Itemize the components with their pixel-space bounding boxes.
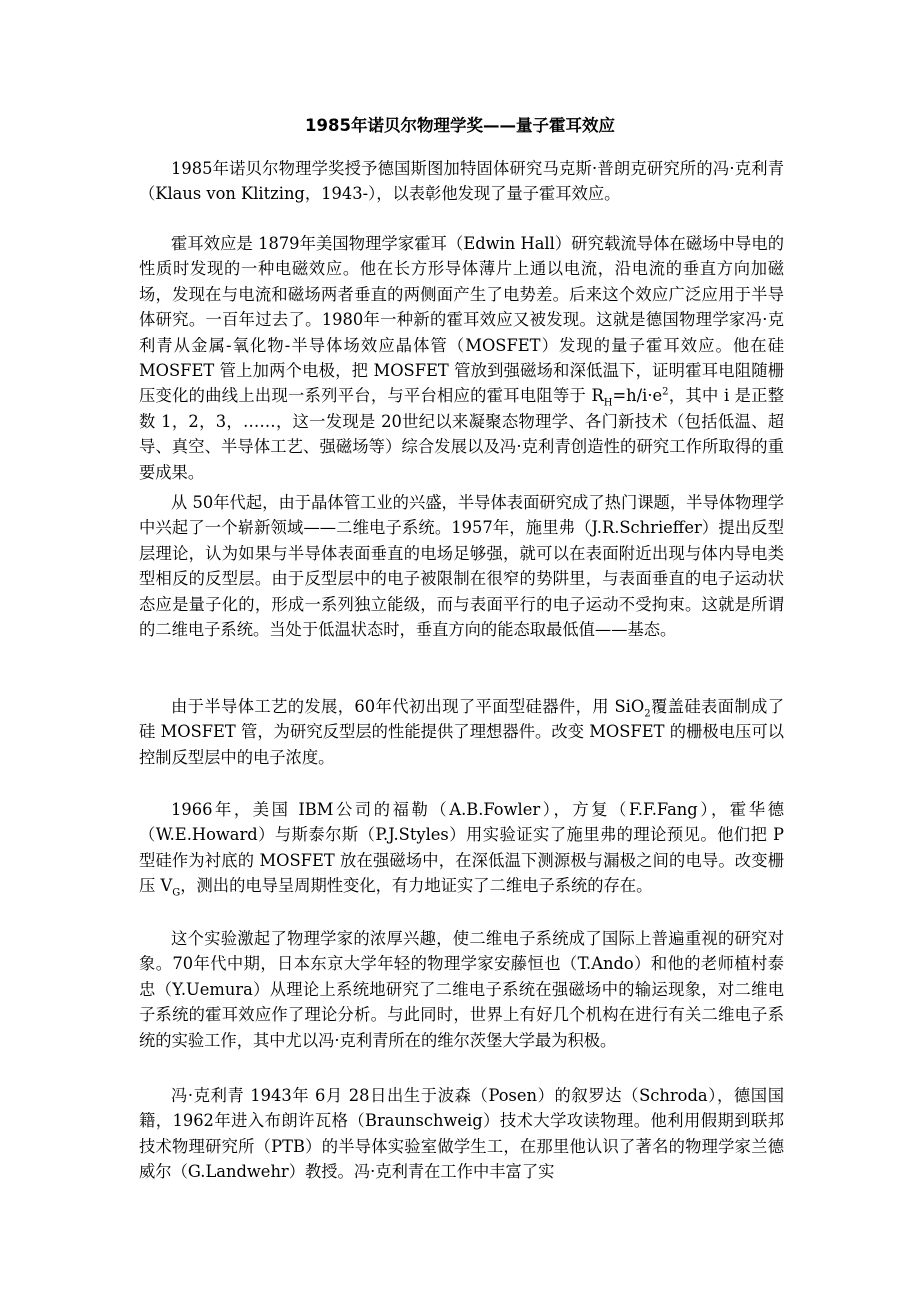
paragraph-text: 1966年，美国 IBM公司的福勒（A.B.Fowler），方复（F.F.Fang），霍华德（W.E.Howard）与斯泰尔斯（P.J.Styles）用实验证实了施里弗的理论预见。他们把 P 型硅作为衬底的 MOSFET 放在强磁场中，在深低温下测源极与漏极之间的电导。改变栅压 V (139, 800, 784, 896)
paragraph-text: 由于半导体工艺的发展，60年代初出现了平面型硅器件，用 SiO (171, 697, 645, 716)
paragraph-1966-experiment (139, 797, 784, 899)
paragraph-text-tail: 覆盖硅表面制成了硅 MOSFET 管，为研究反型层的性能提供了理想器件。改变 MOSFET 的栅极电压可以控制反型层中的电子浓度。 (139, 697, 784, 767)
paragraph-research-interest: 这个实验激起了物理学家的浓厚兴趣，使二维电子系统成了国际上普遍重视的研究对象。70年代中期，日本东京大学年轻的物理学家安藤恒也（T.Ando）和他的老师植村泰忠（Y.Uemura）从理论上系统地研究了二维电子系统在强磁场中的输运现象，对二维电子系统的霍耳效应作了理论分析。与此同时，世界上有好几个机构在进行有关二维电子系统的实验工作，其中尤以冯·克利青所在的维尔茨堡大学最为积极。 (139, 929, 784, 1050)
paragraph-text-tail: ，测出的电导呈周期性变化，有力地证实了二维电子系统的存在。 (180, 876, 653, 896)
paragraph-intro: 1985年诺贝尔物理学奖授予德国斯图加特固体研究马克斯·普朗克研究所的冯·克利青（Klaus von Klitzing，1943-），以表彰他发现了量子霍耳效应。 (139, 159, 784, 204)
document-title: 1985年诺贝尔物理学奖——量子霍耳效应 (305, 116, 615, 135)
subscript-h: H (603, 397, 613, 409)
paragraph-hall-effect (139, 231, 784, 485)
paragraph-text: 霍耳效应是 1879年美国物理学家霍耳（Edwin Hall）研究载流导体在磁场中导电的性质时发现的一种电磁效应。他在长方形导体薄片上通以电流，沿电流的垂直方向加磁场，发现在与电流和磁场两者垂直的两侧面产生了电势差。后来这个效应广泛应用于半导体研究。一百年过去了。1980年一种新的霍耳效应又被发现。这就是德国物理学家冯·克利青从金属-氧化物-半导体场效应晶体管（MOSFET）发现的量子霍耳效应。他在硅 MOSFET 管上加两个电极，把 MOSFET 管放到强磁场和深低温下，证明霍耳电阻随栅压变化的曲线上出现一系列平台，与平台相应的霍耳电阻等于 R (139, 234, 784, 406)
paragraph-biography: 冯·克利青 1943年 6月 28日出生于波森（Posen）的叙罗达（Schroda），德国国籍，1962年进入布朗许瓦格（Braunschweig）技术大学攻读物理。他利用假期到联邦技术物理研究所（PTB）的半导体实验室做学生工，在那里他认识了著名的物理学家兰德威尔（G.Landwehr）教授。冯·克利青在工作中丰富了实 (139, 1086, 784, 1182)
paragraph-2d-electron-system: 从 50年代起，由于晶体管工业的兴盛，半导体表面研究成了热门课题，半导体物理学中兴起了一个崭新领域——二维电子系统。1957年，施里弗（J.R.Schrieffer）提出反型层理论，认为如果与半导体表面垂直的电场足够强，就可以在表面附近出现与体内导电类型相反的反型层。由于反型层中的电子被限制在很窄的势阱里，与表面垂直的电子运动状态应是量子化的，形成一系列独立能级，而与表面平行的电子运动不受拘束。这就是所谓的二维电子系统。当处于低温状态时，垂直方向的能态取最低值——基态。 (139, 493, 784, 640)
subscript-g: G (172, 887, 181, 899)
formula-text: =h/i·e (612, 386, 663, 406)
subscript-2: 2 (644, 708, 651, 720)
paragraph-text-tail: ，其中 i 是正整数 1，2，3，……，这一发现是 20世纪以来凝聚态物理学、各门新技术（包括低温、超导、真空、半导体工艺、强磁场等）综合发展以及冯·克利青创造性的研究工作所取得的重要成果。 (139, 386, 785, 482)
paragraph-semiconductor-process (139, 694, 784, 770)
superscript-2: 2 (662, 387, 669, 399)
